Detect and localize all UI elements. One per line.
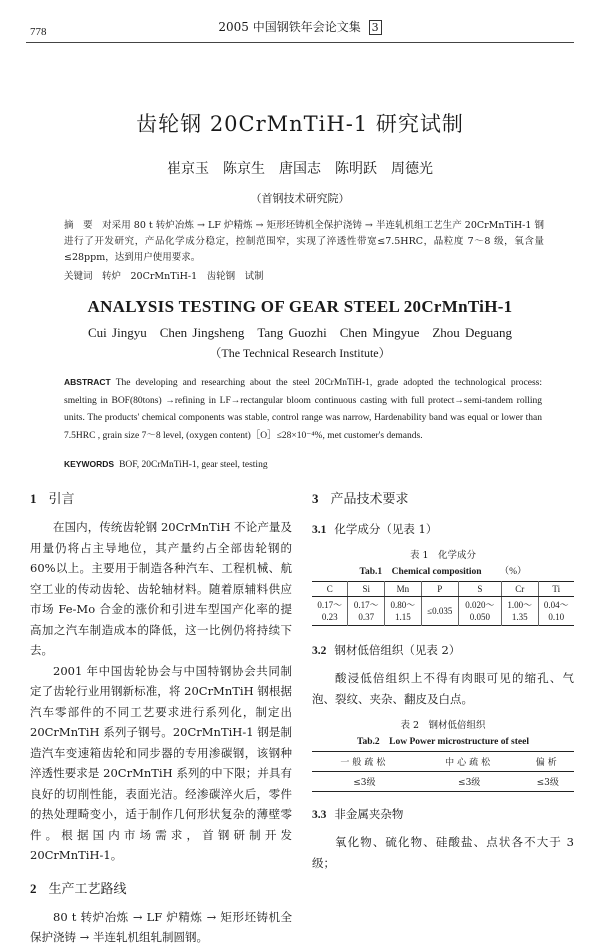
header-rule	[26, 42, 574, 43]
table-2-caption-cn: 表 2 钢材低倍组织	[400, 720, 486, 731]
running-header	[0, 18, 600, 35]
table-cell: 1.00～ 1.35	[501, 597, 538, 626]
table-header-row	[312, 752, 574, 772]
page-number: 778	[30, 26, 47, 38]
affiliation-en: （The Technical Research Institute）	[209, 346, 391, 360]
table-header-cell: 一般疏松	[312, 752, 417, 772]
table-2-caption-en: Tab.2 Low Power microstructure of steel	[357, 737, 529, 747]
table-header-cell: 中心疏松	[417, 752, 522, 772]
right-column	[312, 488, 574, 873]
table-cell: 0.020～ 0.050	[458, 597, 501, 626]
section-3-heading	[312, 488, 574, 507]
table-cell: 0.04～ 0.10	[543, 600, 569, 622]
section-1-heading	[30, 488, 292, 507]
table-row	[312, 597, 574, 626]
section-2-number: 2	[30, 880, 37, 896]
table-2-low-power-microstructure	[312, 751, 574, 792]
section-3-number: 3	[312, 491, 319, 506]
table-header-cell: Cr	[501, 582, 538, 597]
table-1-caption-en-text: Tab.1 Chemical composition	[359, 567, 482, 577]
section-2-text: 80 t 转炉冶炼 → LF 炉精炼 → 矩形坯铸机全保护浇铸 → 半连轧机组轧制圆钢。	[30, 909, 292, 944]
subsection-3-3-number: 3.3	[312, 809, 327, 821]
affiliation-cn: （首钢技术研究院）	[250, 192, 350, 205]
table-1-chemical-composition	[312, 581, 574, 626]
table-row	[312, 772, 574, 792]
table-header-cell: 偏析	[522, 752, 574, 772]
table-cell: 0.17～ 0.23	[312, 597, 348, 626]
table-cell: ≤3级	[536, 778, 559, 788]
subsection-3-1-title: 化学成分（见表 1）	[334, 522, 438, 536]
keywords-en-text: BOF, 20CrMnTiH-1, gear steel, testing	[119, 460, 268, 470]
table-header-cell: Mn	[385, 582, 422, 597]
subsection-3-1-number: 3.1	[312, 524, 327, 536]
keywords-en-label: KEYWORDS	[64, 459, 115, 469]
section-1-paragraph: 2001 年中国齿轮协会与中国特钢协会共同制定了齿轮行业用钢新标准，将 20CrMnTiH 钢根据汽车零部件的不同工艺要求进行系列化，制定出 20CrMnTiH 系列子钢号。20CrMnTiH-1 钢是制造汽车变速箱齿轮和同步器的专用渗碳钢，该钢种淬透性要求是 20CrMnTiH 系列的中下限；并具有良好的切削性能，表面光洁。经渗碳淬火后，零件的热处理畸变小，适于制作几何形状复杂的薄壁零件。根据国内市场需求，首钢研制开发 20CrMnTiH-1。	[30, 663, 292, 862]
subsection-3-3-heading	[312, 806, 574, 822]
table-header-cell: C	[312, 582, 348, 597]
volume-mark: 3	[369, 20, 382, 35]
section-2-title: 生产工艺路线	[48, 881, 127, 897]
authors-cn: 崔京玉 陈京生 唐国志 陈明跃 周德光	[167, 161, 433, 177]
table-1-caption-cn: 表 1 化学成分	[409, 550, 477, 561]
subsection-3-2-text: 酸浸低倍组织上不得有肉眼可见的缩孔、气泡、裂纹、夹杂、翻皮及白点。	[312, 671, 574, 706]
section-2-heading	[30, 878, 292, 897]
table-cell: 0.17～ 0.37	[348, 597, 385, 626]
abstract-cn: 摘 要 对采用 80 t 转炉冶炼 → LF 炉精炼 → 矩形坯铸机全保护浇铸 → 半连轧机组工艺生产 20CrMnTiH-1 钢进行了开发研究，产品化学成分稳定，控制范围窄，实现了淬透性带宽≤7.5HRC，晶粒度 7～8 级，氧含量≤28ppm，达到用户使用要求。	[64, 220, 544, 263]
table-cell: 0.80～ 1.15	[385, 597, 422, 626]
section-1-title: 引言	[48, 492, 75, 507]
subsection-3-3-title: 非金属夹杂物	[334, 807, 404, 821]
subsection-3-2-heading	[312, 642, 574, 658]
left-column	[30, 488, 292, 948]
table-header-cell: S	[458, 582, 501, 597]
subsection-3-1-heading	[312, 521, 574, 537]
paper-title-cn: 齿轮钢 20CrMnTiH-1 研究试制	[136, 112, 464, 136]
subsection-3-2-title: 钢材低倍组织（见表 2）	[334, 643, 461, 657]
section-3-title: 产品技术要求	[330, 492, 409, 507]
table-cell: ≤3级	[458, 778, 481, 788]
subsection-3-2-number: 3.2	[312, 645, 327, 657]
abstract-en	[64, 374, 542, 445]
table-header-cell: P	[421, 582, 458, 597]
running-title: 2005 中国钢铁年会论文集	[218, 20, 361, 34]
paper-title-en: ANALYSIS TESTING OF GEAR STEEL 20CrMnTiH-1	[87, 297, 513, 316]
table-header-cell: Ti	[538, 582, 574, 597]
table-header-cell: Si	[348, 582, 385, 597]
abstract-en-label: ABSTRACT	[64, 377, 111, 387]
table-1-caption-en	[312, 563, 574, 577]
authors-en: Cui Jingyu Chen Jingsheng Tang Guozhi Chen Mingyue Zhou Deguang	[88, 325, 512, 340]
keywords-en	[64, 459, 542, 470]
abstract-en-text: The developing and researching about the steel 20CrMnTiH-1, grade adopted the technological process: smelting in BOF(80tons) →refining in LF→rectangular bloom continuous casting with full protect→semi-tandem rolling units. The products' chemical components was stable, control range was narrow, Hardenability band was equal or lower than 7.5HRC , grain size 7～8 level, (oxygen content)［O］≤28×10⁻⁴%, met customer's demands.	[64, 378, 542, 441]
table-header-row	[312, 582, 574, 597]
table-cell: ≤3级	[353, 778, 376, 788]
subsection-3-3-text: 氧化物、硫化物、硅酸盐、点状各不大于 3 级；	[312, 835, 574, 870]
keywords-cn: 关键词 转炉 20CrMnTiH-1 齿轮钢 试制	[64, 271, 264, 282]
section-1-paragraph: 在国内，传统齿轮钢 20CrMnTiH 不论产量及用量仍将占主导地位，其产量约占全部齿轮钢的 60%以上。主要用于制造各种汽车、工程机械、航空工业的传动齿轮、齿轮轴材料。随着原辅料供应市场 Fe-Mo 合金的涨价和引进车型国产化率的提高加之汽车制造成本的降低，这一比例仍将持续下去。	[30, 520, 292, 657]
section-1-number: 1	[30, 491, 37, 506]
table-cell: ≤0.035	[421, 597, 458, 626]
table-1-unit: （%）	[499, 567, 527, 577]
